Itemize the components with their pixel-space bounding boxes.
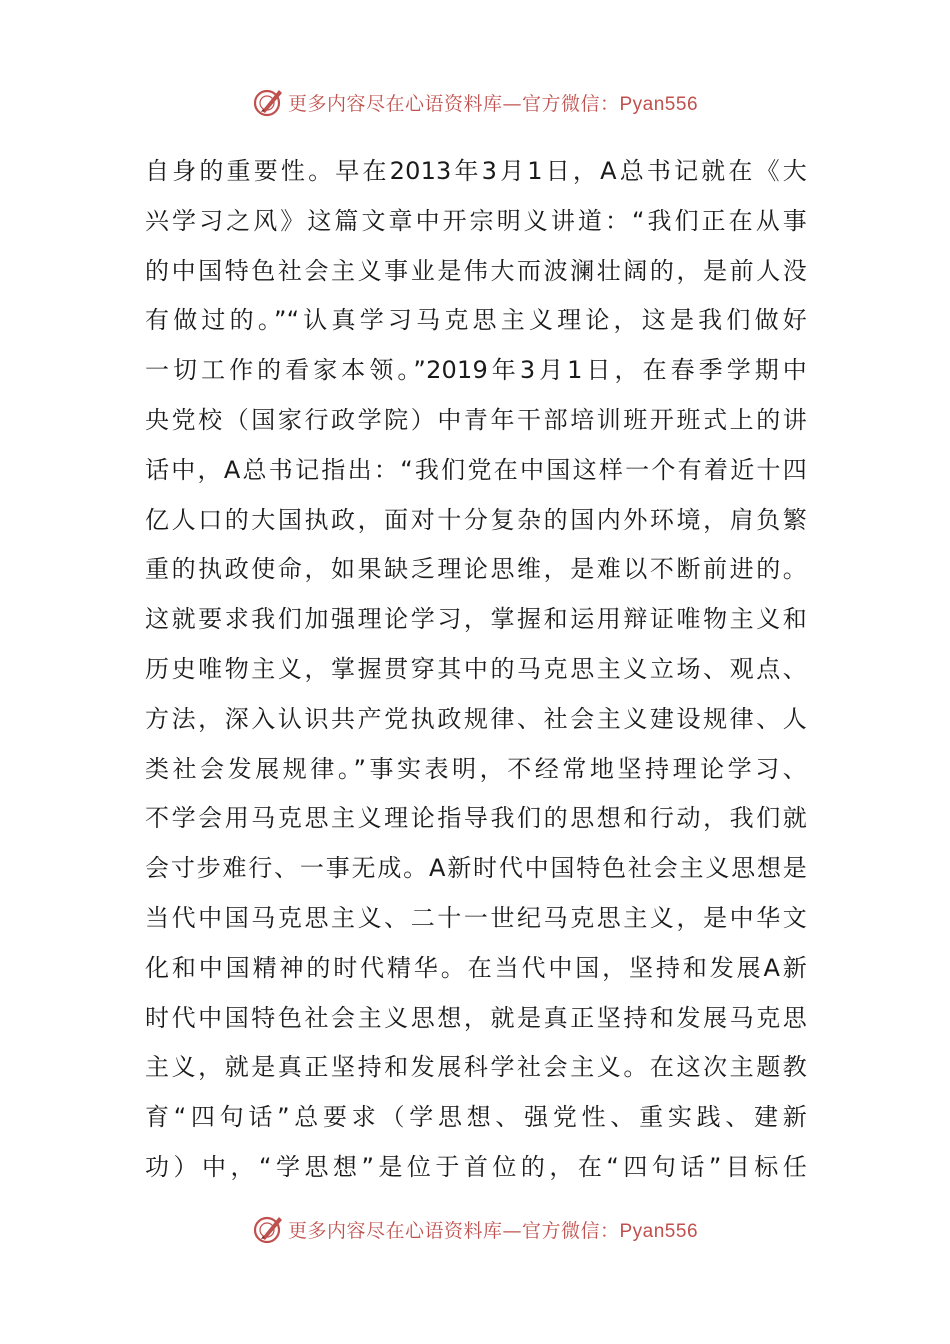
footer-banner xyxy=(0,1209,950,1249)
text-line: 育“四句话”总要求（学思想、强党性、重实践、建新 xyxy=(145,1103,807,1132)
banner-text xyxy=(288,1216,698,1243)
text-line: 历史唯物主义，掌握贯穿其中的马克思主义立场、观点、 xyxy=(145,654,807,683)
text-line: 话中，A总书记指出：“我们党在中国这样一个有着近十四 xyxy=(145,455,807,484)
text-line: 兴学习之风》这篇文章中开宗明义讲道：“我们正在从事 xyxy=(145,206,807,235)
banner-wechat-label: 官方微信： xyxy=(521,92,620,115)
banner-dash: — xyxy=(502,1219,522,1242)
text-line: 方法，深入认识共产党执政规律、社会主义建设规律、人 xyxy=(145,704,807,733)
text-line: 的中国特色社会主义事业是伟大而波澜壮阔的，是前人没 xyxy=(145,256,807,285)
text-line: 不学会用马克思主义理论指导我们的思想和行动，我们就 xyxy=(145,804,807,833)
text-line: 类社会发展规律。”事实表明，不经常地坚持理论学习、 xyxy=(145,754,807,783)
text-line: 一切工作的看家本领。”2019年3月1日，在春季学期中 xyxy=(145,356,807,385)
document-body xyxy=(145,147,807,1193)
banner-wechat-id: Pyan556 xyxy=(619,93,699,115)
banner-text xyxy=(288,89,698,116)
text-line: 主义，就是真正坚持和发展科学社会主义。在这次主题教 xyxy=(145,1053,807,1082)
text-line: 这就要求我们加强理论学习，掌握和运用辩证唯物主义和 xyxy=(145,605,807,634)
text-line: 当代中国马克思主义、二十一世纪马克思主义，是中华文 xyxy=(145,903,807,932)
text-line: 会寸步难行、一事无成。A新时代中国特色社会主义思想是 xyxy=(145,854,807,883)
text-line: 重的执政使命，如果缺乏理论思维，是难以不断前进的。 xyxy=(145,555,807,584)
text-line: 化和中国精神的时代精华。在当代中国，坚持和发展A新 xyxy=(145,953,807,982)
banner-wechat-label: 官方微信： xyxy=(521,1219,620,1242)
pen-seal-logo-icon xyxy=(252,1212,286,1246)
text-line: 功）中，“学思想”是位于首位的，在“四句话”目标任 xyxy=(145,1152,807,1181)
banner-title: 更多内容尽在心语资料库 xyxy=(287,92,503,115)
text-line: 亿人口的大国执政，面对十分复杂的国内外环境，肩负繁 xyxy=(145,505,807,534)
banner-dash: — xyxy=(502,92,522,115)
text-line: 央党校（国家行政学院）中青年干部培训班开班式上的讲 xyxy=(145,405,807,434)
banner-wechat-id: Pyan556 xyxy=(619,1220,699,1242)
banner-title: 更多内容尽在心语资料库 xyxy=(287,1219,503,1242)
text-line: 有做过的。”“认真学习马克思主义理论，这是我们做好 xyxy=(145,306,807,335)
pen-seal-logo-icon xyxy=(252,85,286,119)
text-line: 自身的重要性。早在2013年3月1日，A总书记就在《大 xyxy=(145,157,807,185)
text-line: 时代中国特色社会主义思想，就是真正坚持和发展马克思 xyxy=(145,1003,807,1032)
header-banner xyxy=(0,82,950,122)
